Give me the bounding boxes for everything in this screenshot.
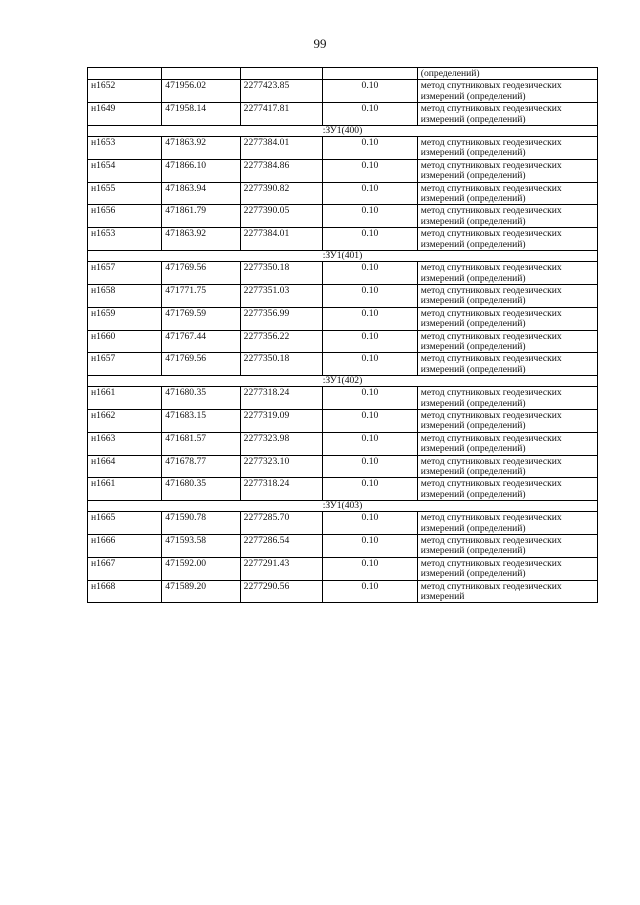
cell-x: 471956.02 xyxy=(162,80,240,103)
cell-method: метод спутниковых геодезических измерений (определений) xyxy=(417,228,597,251)
cell-point: н1649 xyxy=(88,103,162,126)
table-row xyxy=(88,137,598,160)
cell-accuracy: 0.10 xyxy=(323,307,418,330)
section-title: :ЗУ1(402) xyxy=(88,376,598,387)
table-row xyxy=(88,284,598,307)
cell-x: 471592.00 xyxy=(162,557,240,580)
table-row xyxy=(88,409,598,432)
section-title: :ЗУ1(403) xyxy=(88,501,598,512)
cell-method: метод спутниковых геодезических измерений (определений) xyxy=(417,182,597,205)
cell-accuracy: 0.10 xyxy=(323,330,418,353)
cell-x: 471861.79 xyxy=(162,205,240,228)
cell-point: н1654 xyxy=(88,159,162,182)
cell-x: 471771.75 xyxy=(162,284,240,307)
cell-point: н1656 xyxy=(88,205,162,228)
table-row xyxy=(88,557,598,580)
cell-y: 2277390.82 xyxy=(240,182,322,205)
cell-x: 471863.92 xyxy=(162,228,240,251)
cell-accuracy: 0.10 xyxy=(323,159,418,182)
cell-x: 471863.92 xyxy=(162,137,240,160)
table-row xyxy=(88,307,598,330)
table-row xyxy=(88,455,598,478)
cell-point: н1663 xyxy=(88,432,162,455)
cell-point: н1661 xyxy=(88,478,162,501)
cell-y: 2277319.09 xyxy=(240,409,322,432)
cell-method: метод спутниковых геодезических измерений (определений) xyxy=(417,387,597,410)
section-header-row xyxy=(88,376,598,387)
cell-method: метод спутниковых геодезических измерений (определений) xyxy=(417,103,597,126)
cell-y: 2277291.43 xyxy=(240,557,322,580)
cell-y: 2277350.18 xyxy=(240,353,322,376)
cell-accuracy: 0.10 xyxy=(323,262,418,285)
table-row xyxy=(88,205,598,228)
cell-method: метод спутниковых геодезических измерений (определений) xyxy=(417,330,597,353)
cell-method: метод спутниковых геодезических измерений (определений) xyxy=(417,80,597,103)
cell-method: метод спутниковых геодезических измерений (определений) xyxy=(417,262,597,285)
table-row xyxy=(88,103,598,126)
cell-x: 471680.35 xyxy=(162,387,240,410)
cell-point: н1664 xyxy=(88,455,162,478)
cell-method: метод спутниковых геодезических измерений (определений) xyxy=(417,409,597,432)
table-row xyxy=(88,262,598,285)
cell-x: 471590.78 xyxy=(162,512,240,535)
table-row xyxy=(88,80,598,103)
cell-y: 2277384.01 xyxy=(240,228,322,251)
cell-method: метод спутниковых геодезических измерений (определений) xyxy=(417,535,597,558)
cell-y: 2277350.18 xyxy=(240,262,322,285)
cell-accuracy: 0.10 xyxy=(323,580,418,603)
cell-point: н1652 xyxy=(88,80,162,103)
cell-y xyxy=(240,68,322,80)
cell-y: 2277323.10 xyxy=(240,455,322,478)
cell-accuracy: 0.10 xyxy=(323,182,418,205)
section-title: :ЗУ1(400) xyxy=(88,126,598,137)
cell-method: метод спутниковых геодезических измерений (определений) xyxy=(417,478,597,501)
cell-x: 471589.20 xyxy=(162,580,240,603)
cell-accuracy: 0.10 xyxy=(323,455,418,478)
cell-y: 2277286.54 xyxy=(240,535,322,558)
cell-point: н1660 xyxy=(88,330,162,353)
cell-accuracy: 0.10 xyxy=(323,103,418,126)
cell-method: метод спутниковых геодезических измерений (определений) xyxy=(417,307,597,330)
cell-y: 2277318.24 xyxy=(240,387,322,410)
cell-accuracy: 0.10 xyxy=(323,284,418,307)
continuation-row xyxy=(88,68,598,80)
cell-y: 2277285.70 xyxy=(240,512,322,535)
cell-y: 2277351.03 xyxy=(240,284,322,307)
section-header-row xyxy=(88,126,598,137)
table-row xyxy=(88,353,598,376)
section-title: :ЗУ1(401) xyxy=(88,251,598,262)
cell-accuracy: 0.10 xyxy=(323,535,418,558)
cell-point: н1657 xyxy=(88,353,162,376)
cell-point: н1662 xyxy=(88,409,162,432)
cell-y: 2277417.81 xyxy=(240,103,322,126)
cell-x: 471769.56 xyxy=(162,262,240,285)
cell-point: н1666 xyxy=(88,535,162,558)
table-row xyxy=(88,330,598,353)
cell-method: метод спутниковых геодезических измерений (определений) xyxy=(417,432,597,455)
section-header-row xyxy=(88,501,598,512)
cell-accuracy: 0.10 xyxy=(323,478,418,501)
table-row xyxy=(88,535,598,558)
cell-accuracy xyxy=(323,68,418,80)
cell-x: 471678.77 xyxy=(162,455,240,478)
cell-y: 2277423.85 xyxy=(240,80,322,103)
cell-y: 2277384.86 xyxy=(240,159,322,182)
cell-y: 2277356.99 xyxy=(240,307,322,330)
table-row xyxy=(88,512,598,535)
page-number: 99 xyxy=(313,36,327,51)
cell-x: 471683.15 xyxy=(162,409,240,432)
cell-accuracy: 0.10 xyxy=(323,205,418,228)
table-row xyxy=(88,182,598,205)
cell-accuracy: 0.10 xyxy=(323,387,418,410)
cell-method: метод спутниковых геодезических измерений (определений) xyxy=(417,353,597,376)
table-row xyxy=(88,159,598,182)
table-row xyxy=(88,478,598,501)
cell-method: (определений) xyxy=(417,68,597,80)
cell-method: метод спутниковых геодезических измерений (определений) xyxy=(417,557,597,580)
cell-x: 471769.56 xyxy=(162,353,240,376)
cell-method: метод спутниковых геодезических измерений (определений) xyxy=(417,159,597,182)
cell-point: н1661 xyxy=(88,387,162,410)
cell-x: 471680.35 xyxy=(162,478,240,501)
cell-point: н1665 xyxy=(88,512,162,535)
cell-point: н1668 xyxy=(88,580,162,603)
cell-accuracy: 0.10 xyxy=(323,409,418,432)
cell-accuracy: 0.10 xyxy=(323,353,418,376)
cell-method: метод спутниковых геодезических измерений (определений) xyxy=(417,512,597,535)
table-row xyxy=(88,387,598,410)
cell-accuracy: 0.10 xyxy=(323,557,418,580)
cell-y: 2277384.01 xyxy=(240,137,322,160)
cell-method: метод спутниковых геодезических измерений xyxy=(417,580,597,603)
cell-y: 2277390.05 xyxy=(240,205,322,228)
cell-x xyxy=(162,68,240,80)
cell-method: метод спутниковых геодезических измерений (определений) xyxy=(417,284,597,307)
cell-point: н1657 xyxy=(88,262,162,285)
cell-point: н1667 xyxy=(88,557,162,580)
section-header-row xyxy=(88,251,598,262)
cell-accuracy: 0.10 xyxy=(323,80,418,103)
cell-y: 2277318.24 xyxy=(240,478,322,501)
cell-point: н1653 xyxy=(88,137,162,160)
cell-point: н1653 xyxy=(88,228,162,251)
cell-point xyxy=(88,68,162,80)
cell-accuracy: 0.10 xyxy=(323,432,418,455)
cell-accuracy: 0.10 xyxy=(323,137,418,160)
coordinates-table xyxy=(87,67,598,603)
coordinates-table-body xyxy=(88,68,598,603)
cell-x: 471958.14 xyxy=(162,103,240,126)
cell-y: 2277290.56 xyxy=(240,580,322,603)
cell-method: метод спутниковых геодезических измерений (определений) xyxy=(417,205,597,228)
cell-y: 2277323.98 xyxy=(240,432,322,455)
cell-x: 471593.58 xyxy=(162,535,240,558)
cell-accuracy: 0.10 xyxy=(323,228,418,251)
cell-point: н1658 xyxy=(88,284,162,307)
cell-x: 471769.59 xyxy=(162,307,240,330)
cell-x: 471863.94 xyxy=(162,182,240,205)
cell-x: 471681.57 xyxy=(162,432,240,455)
table-row xyxy=(88,580,598,603)
cell-method: метод спутниковых геодезических измерений (определений) xyxy=(417,455,597,478)
table-row xyxy=(88,432,598,455)
table-row xyxy=(88,228,598,251)
cell-x: 471866.10 xyxy=(162,159,240,182)
cell-accuracy: 0.10 xyxy=(323,512,418,535)
cell-y: 2277356.22 xyxy=(240,330,322,353)
cell-x: 471767.44 xyxy=(162,330,240,353)
cell-point: н1659 xyxy=(88,307,162,330)
cell-method: метод спутниковых геодезических измерений (определений) xyxy=(417,137,597,160)
cell-point: н1655 xyxy=(88,182,162,205)
